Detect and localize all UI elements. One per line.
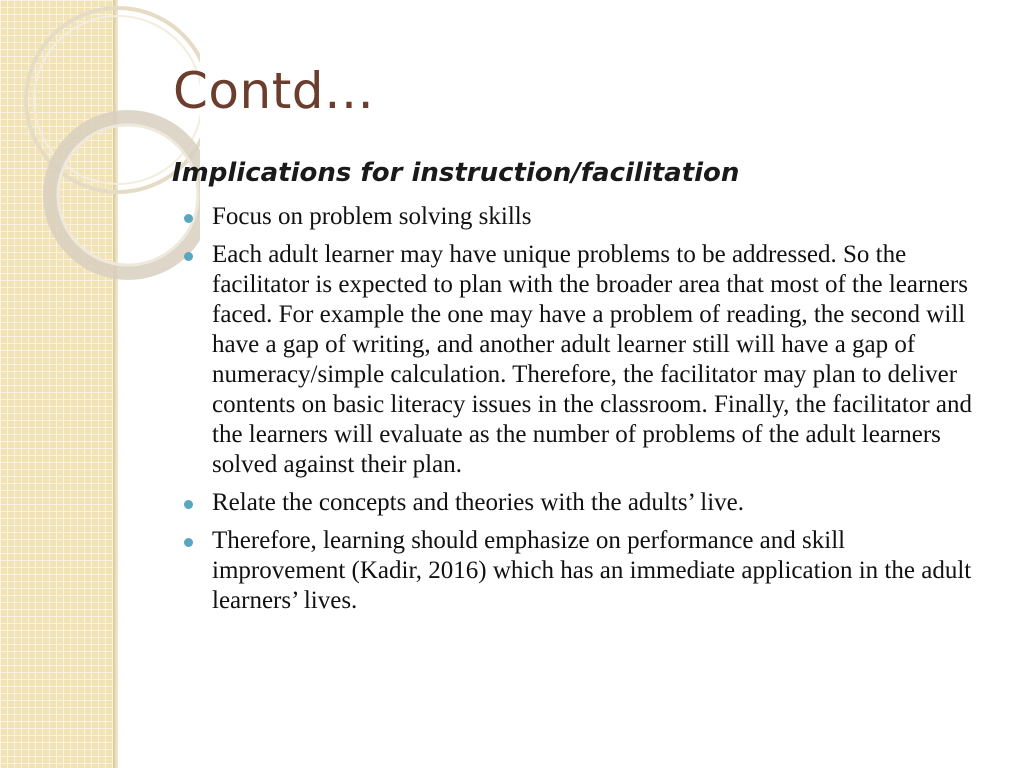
bullet-text: Each adult learner may have unique problems to be addressed. So the facilitator is expected to plan with the broader area that most of the learners faced. For example the one may have a problem of reading, the second will have a gap of writing, and another adult learner still will have a gap of numeracy/simple calculation. Therefore, the facilitator may plan to deliver contents on basic literacy issues in the classroom. Finally, the facilitator and the learners will evaluate as the number of problems of the adult learners solved against their plan. <box>212 241 972 478</box>
bullet-list <box>180 202 980 624</box>
slide-title: Contd… <box>173 62 375 120</box>
bullet-icon <box>184 214 193 223</box>
bullet-item <box>180 240 980 480</box>
bullet-text: Relate the concepts and theories with the adults’ live. <box>212 489 745 516</box>
slide-subtitle: Implications for instruction/facilitation <box>172 158 740 188</box>
bullet-item <box>180 526 980 616</box>
decorative-rings <box>0 0 200 280</box>
ring-lower <box>50 117 200 273</box>
bullet-icon <box>184 252 193 261</box>
bullet-icon <box>184 538 193 547</box>
bullet-icon <box>184 500 193 509</box>
bullet-item <box>180 488 980 518</box>
bullet-item <box>180 202 980 232</box>
bullet-text: Focus on problem solving skills <box>212 203 532 230</box>
ring-lower-highlight <box>58 125 198 265</box>
bullet-text: Therefore, learning should emphasize on performance and skill improvement (Kadir, 2016) which has an immediate application in the adult learners’ lives. <box>212 527 972 614</box>
